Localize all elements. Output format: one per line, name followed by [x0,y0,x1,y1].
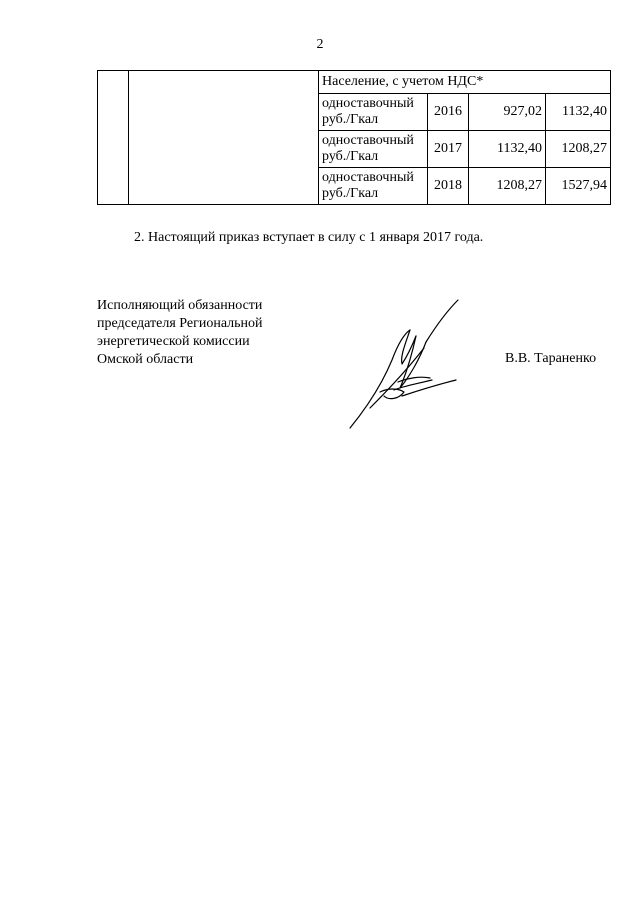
tariff-value-cell: 1132,40 [546,94,611,131]
signatory-line: Омской области [97,352,194,367]
rate-type-cell: одноставочный руб./Гкал [319,94,428,131]
year-cell: 2018 [428,168,469,205]
year-cell: 2016 [428,94,469,131]
table-row [98,71,611,94]
organization-cell [129,71,319,205]
signatory-position [97,297,263,369]
tariff-value-cell: 927,02 [469,94,546,131]
tariff-table [97,70,611,205]
signer-name: В.В. Тараненко [505,351,597,366]
page-number: 2 [316,37,324,52]
handwritten-signature [340,296,470,436]
number-cell [98,71,129,205]
tariff-value-cell: 1527,94 [546,168,611,205]
year-cell: 2017 [428,131,469,168]
rate-type-cell: одноставочный руб./Гкал [319,168,428,205]
rate-type-cell: одноставочный руб./Гкал [319,131,428,168]
signatory-line: председателя Региональной [97,316,263,331]
tariff-value-cell: 1132,40 [469,131,546,168]
tariff-value-cell: 1208,27 [546,131,611,168]
signatory-line: энергетической комиссии [97,334,250,349]
signatory-line: Исполняющий обязанности [97,298,263,313]
tariff-value-cell: 1208,27 [469,168,546,205]
consumer-group-cell: Население, с учетом НДС* [319,71,611,94]
clause-2-text: 2. Настоящий приказ вступает в силу с 1 января 2017 года. [134,230,484,245]
